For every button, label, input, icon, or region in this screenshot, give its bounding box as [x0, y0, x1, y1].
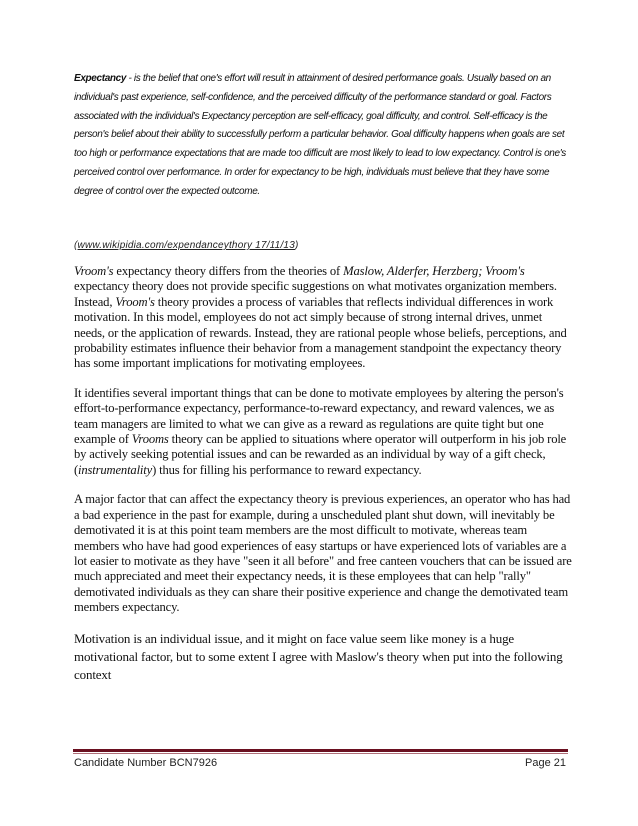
reference-link[interactable]: www.wikipidia.com/expendanceythory 17/11/13 [77, 240, 295, 251]
reference-close-paren: ) [294, 240, 299, 251]
page-footer [74, 757, 566, 769]
expectancy-definition-text: - is the belief that one's effort will result in attainment of desired performance goals. Usually based on an individual's past experience, self-confidence, and the perceived difficulty of the performance standard or goal. Factors associated with the individual's Expectancy perception are self-efficacy, goal difficulty, and control. Self-efficacy is the person's belief about their ability to successfully perform a particular behavior. Goal difficulty happens when goals are set too high or performance expectations that are made too difficult are most likely to lead to low expectancy. Control is one's perceived control over performance. In order for expectancy to be high, individuals must believe that they have some degree of control over the expected outcome. [74, 73, 566, 197]
expectancy-definition-quote [74, 70, 574, 202]
p1-text-2: expectancy theory does not provide specific suggestions on what motivates organization members. Instead, [74, 279, 557, 309]
p2-text-2: theory can be applied to situations where operator will outperform in his job role by actively seeking potential issues and can be rewarded as an individual by way of a gift check,( [74, 432, 567, 477]
paragraph-previous-experiences: A major factor that can affect the expectancy theory is previous experiences, an operator who has had a bad experience in the past for example, during a unscheduled plant shut down, will inevitably be demotivated it is at this point team members are the most difficult to motivate, whereas team members who have had good experiences of easy startups or have experienced lots of variables are a lot easier to motivate as they have "seen it all before" and free canteen vouchers that can be issued are much appreciated and meet their expectancy needs, it is these employees that can help "rally" demotivated individuals as they can share their positive experience and change the demotivated team members expectancy. [74, 492, 572, 615]
p2-text-1: It identifies several important things that can be done to motivate employees by altering the person's effort-to-performance expectancy, performance-to-reward expectancy, and reward valences, we as team managers are limited to what we can give as a reward as regulations are quite tight but one example of [74, 385, 564, 447]
p1-theorists-italic: Maslow, Alderfer, Herzberg; Vroom's [343, 264, 525, 278]
body-text [74, 264, 574, 698]
footer-divider-thin [73, 753, 568, 754]
page-number: Page 21 [525, 757, 566, 769]
paragraph-vroom-theory [74, 264, 574, 372]
p1-text-1: expectancy theory differs from the theories of [113, 264, 344, 278]
p2-vrooms-italic: Vrooms [131, 432, 169, 447]
p1-vroom-italic-2: Vroom's [115, 294, 155, 309]
paragraph-motivation-individual: Motivation is an individual issue, and it might on face value seem like money is a huge motivational factor, but to some extent I agree with Maslow's theory when put into the following context [74, 630, 563, 682]
footer-divider [73, 749, 568, 752]
reference-open-paren: ( [74, 240, 78, 251]
p1-text-3: theory provides a process of variables that reflects individual differences in work motivation. In this model, employees do not act simply because of strong internal drives, unmet needs, or the application of rewards. Instead, they are rational people whose beliefs, perceptions, and probability estimates influence their behavior from a management standpoint the expectancy theory has some important implications for motivating employees. [74, 294, 567, 371]
expectancy-term: Expectancy [74, 73, 127, 84]
p2-instrumentality-italic: instrumentality [78, 462, 153, 477]
p1-vroom-italic: Vroom's [74, 264, 114, 278]
candidate-number: Candidate Number BCN7926 [74, 757, 218, 769]
p2-text-3: ) thus for filling his performance to reward expectancy. [152, 462, 422, 477]
reference-citation [74, 240, 574, 251]
paragraph-motivate-employees [74, 386, 574, 478]
